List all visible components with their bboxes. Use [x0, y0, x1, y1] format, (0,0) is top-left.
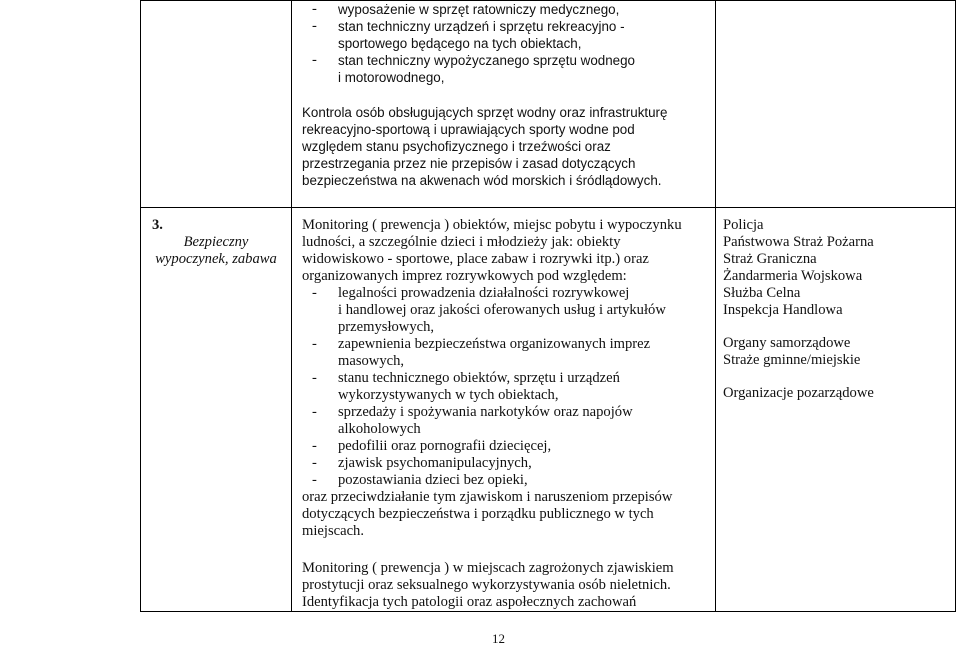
institutions-cell-empty: [716, 1, 956, 208]
institutions-group-services: Policja Państwowa Straż Pożarna Straż Graniczna Żandarmeria Wojskowa Służba Celna Inspekcja Handlowa: [723, 217, 874, 318]
list-item: - zjawisk psychomanipulacyjnych,: [312, 455, 532, 471]
section-title-cell: [141, 208, 292, 612]
list-item: - wyposażenie w sprzęt ratowniczy medycznego,: [312, 1, 620, 17]
section-cell-empty: [141, 1, 292, 208]
table-row: [141, 1, 956, 208]
list-item: - pedofilii oraz pornografii dziecięcej,: [312, 438, 552, 454]
equipment-list: [292, 1, 715, 86]
list-item: - stan techniczny wypożyczanego sprzętu wodnego i motorowodnego,: [312, 52, 636, 85]
section-number: 3.: [152, 217, 163, 233]
tasks-cell: [292, 1, 716, 208]
list-item: - stan techniczny urządzeń i sprzętu rekreacyjno - sportowego będącego na tych obiektach,: [312, 18, 625, 51]
outro-paragraph: oraz przeciwdziałanie tym zjawiskom i naruszeniom przepisów dotyczących bezpieczeństwa i porządku publicznego w tych miejscach.: [302, 489, 673, 539]
list-item: - stanu technicznego obiektów, sprzętu i urządzeń wykorzystywanych w tych obiektach,: [312, 370, 620, 403]
institutions-group-local: Organy samorządowe Straże gminne/miejskie: [723, 335, 861, 368]
list-item: - zapewnienia bezpieczeństwa organizowanych imprez masowych,: [312, 336, 651, 369]
document-table: [140, 0, 956, 612]
table-row: [141, 208, 956, 612]
monitoring-paragraph: Monitoring ( prewencja ) obiektów, miejsc pobytu i wypoczynku ludności, a szczególnie dzieci i młodzieży jak: obiekty widowiskowo - sportowe, place zabaw i rozrywki itp.) oraz organizowanych imprez rozrywkowych pod względem:: [302, 217, 682, 284]
list-item: - pozostawiania dzieci bez opieki,: [312, 472, 528, 488]
criteria-list: [292, 285, 715, 489]
institutions-cell: [716, 208, 956, 612]
section-title: Bezpieczny wypoczynek, zabawa: [155, 234, 277, 267]
monitoring-prostitution-paragraph: Monitoring ( prewencja ) w miejscach zagrożonych zjawiskiem prostytucji oraz seksualnego wykorzystywania osób nieletnich. Identyfikacja tych patologii oraz aspołecznych zachowań: [302, 560, 674, 610]
tasks-cell: [292, 208, 716, 612]
institutions-group-ngo: Organizacje pozarządowe: [723, 385, 874, 401]
kontrola-paragraph: Kontrola osób obsługujących sprzęt wodny oraz infrastrukturę rekreacyjno-sportową i uprawiających sporty wodne pod względem stanu psychofizycznego i trzeźwości oraz przestrzegania przez nie przepisów i zasad dotyczących bezpieczeństwa na akwenach wód morskich i śródlądowych.: [302, 105, 668, 188]
page-number: 12: [492, 631, 505, 646]
list-item: - legalności prowadzenia działalności rozrywkowej i handlowej oraz jakości oferowanych usług i artykułów przemysłowych,: [312, 285, 666, 335]
list-item: - sprzedaży i spożywania narkotyków oraz napojów alkoholowych: [312, 404, 633, 437]
